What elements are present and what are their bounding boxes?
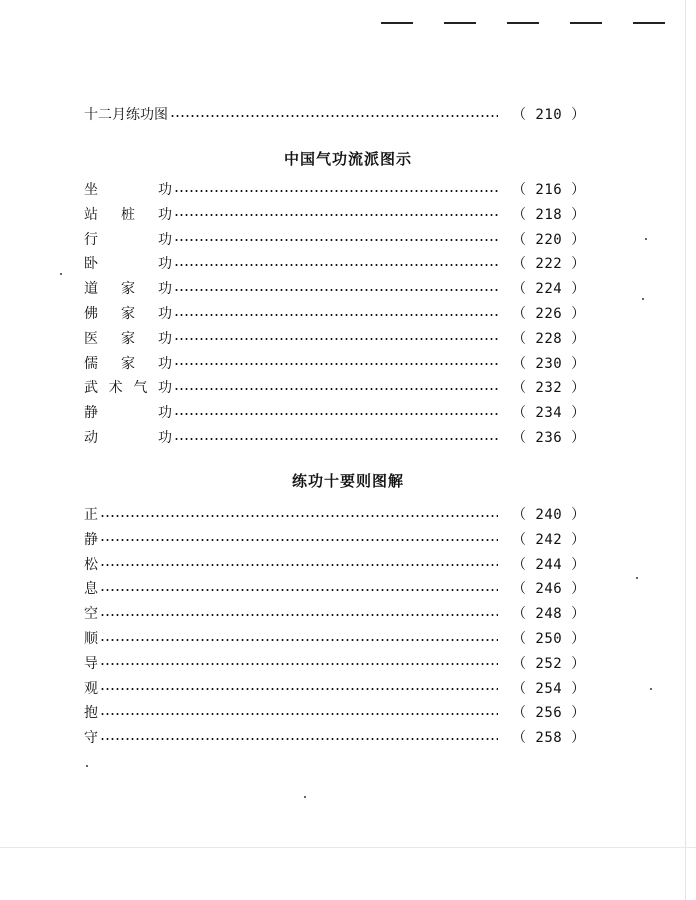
toc-entry-page: （ 234 ） xyxy=(512,405,586,422)
toc-entry-title: 坐 功 xyxy=(84,182,172,198)
toc-entry-title: 息 xyxy=(84,581,98,598)
toc-entry-title: 道 家 功 xyxy=(84,281,172,298)
dot-leader xyxy=(100,688,498,690)
dot-leader xyxy=(100,614,498,616)
toc-entry-title: 站 桩 功 xyxy=(84,206,172,223)
scan-speck xyxy=(60,273,62,275)
toc-entry-title: 动 功 xyxy=(84,430,172,446)
dot-leader xyxy=(174,264,498,266)
dot-leader xyxy=(174,289,498,291)
scan-speck xyxy=(650,688,652,690)
dot-leader xyxy=(100,515,498,517)
toc-entry[interactable] xyxy=(84,652,586,674)
toc-entry[interactable] xyxy=(84,401,586,423)
dot-leader xyxy=(174,314,498,316)
toc-entry-title: 卧 功 xyxy=(84,256,172,273)
toc-entry-page: （ 230 ） xyxy=(512,355,586,372)
scan-edge xyxy=(685,0,686,900)
toc-entry[interactable] xyxy=(84,203,586,225)
toc-entry[interactable] xyxy=(84,701,586,723)
toc-entry[interactable] xyxy=(84,426,586,448)
dot-leader xyxy=(100,589,498,591)
toc-entry-page: （ 248 ） xyxy=(512,606,586,623)
toc-entry-title: 观 xyxy=(84,680,98,697)
toc-entry[interactable] xyxy=(84,228,586,250)
toc-entry[interactable] xyxy=(84,677,586,699)
header-rule xyxy=(570,22,602,24)
header-rule xyxy=(633,22,665,24)
toc-entry-title: 抱 xyxy=(84,705,98,722)
toc-entry-page: （ 242 ） xyxy=(512,531,586,548)
toc-entry[interactable] xyxy=(84,252,586,274)
dot-leader xyxy=(174,413,498,415)
toc-entry-title: 行 功 xyxy=(84,231,172,248)
dot-leader xyxy=(174,214,498,216)
toc-entry-page: （ 220 ） xyxy=(512,231,586,248)
toc-entry[interactable] xyxy=(84,528,586,550)
toc-entry[interactable] xyxy=(84,302,586,324)
scan-speck xyxy=(86,765,88,767)
toc-entry-page: （ 244 ） xyxy=(512,556,586,573)
toc-entry[interactable] xyxy=(84,376,586,398)
toc-entry-page: （ 226 ） xyxy=(512,306,586,322)
dot-leader xyxy=(100,639,498,641)
toc-entry[interactable] xyxy=(84,627,586,649)
dot-leader xyxy=(174,239,498,241)
toc-entry-page: （ 252 ） xyxy=(512,655,586,672)
header-rule xyxy=(381,22,413,24)
dot-leader xyxy=(100,663,498,665)
toc-entry[interactable] xyxy=(84,277,586,299)
toc-entry[interactable] xyxy=(84,352,586,374)
toc-entry-title: 儒 家 功 xyxy=(84,355,172,372)
toc-entry-title: 佛 家 功 xyxy=(84,306,172,322)
scan-speck xyxy=(642,298,644,300)
toc-entry-title: 松 xyxy=(84,556,98,573)
toc-entry-page: （ 240 ） xyxy=(512,507,586,523)
scan-speck xyxy=(645,238,647,240)
toc-entry[interactable] xyxy=(84,503,586,525)
section-heading: 中国气功流派图示 xyxy=(283,150,412,168)
toc-entry-page: （ 216 ） xyxy=(512,182,586,198)
dot-leader xyxy=(174,338,498,340)
toc-entry[interactable] xyxy=(84,602,586,624)
toc-entry-page: （ 222 ） xyxy=(512,256,586,273)
toc-entry[interactable] xyxy=(84,577,586,599)
dot-leader xyxy=(100,539,498,541)
header-rule xyxy=(507,22,539,24)
toc-entry-page: （ 224 ） xyxy=(512,281,586,298)
toc-entry-title: 静 xyxy=(84,531,98,548)
toc-entry[interactable] xyxy=(84,553,586,575)
toc-entry[interactable] xyxy=(84,103,586,125)
toc-entry-title: 静 功 xyxy=(84,405,172,422)
toc-entry[interactable] xyxy=(84,327,586,349)
dot-leader xyxy=(170,115,498,117)
toc-entry-page: （ 236 ） xyxy=(512,430,586,446)
scan-speck xyxy=(636,577,638,579)
toc-entry-title: 空 xyxy=(84,606,98,623)
toc-entry-page: （ 210 ） xyxy=(512,107,586,123)
section-heading: 练功十要则图解 xyxy=(291,472,404,490)
toc-entry-title: 导 xyxy=(84,655,98,672)
toc-entry-page: （ 256 ） xyxy=(512,705,586,722)
toc-entry-title: 武 术 气 功 xyxy=(84,380,172,397)
toc-entry-page: （ 228 ） xyxy=(512,330,586,347)
toc-entry-page: （ 218 ） xyxy=(512,206,586,223)
header-rule xyxy=(444,22,476,24)
dot-leader xyxy=(100,713,498,715)
scan-speck xyxy=(304,796,306,798)
dot-leader xyxy=(100,738,498,740)
toc-entry-title: 医 家 功 xyxy=(84,330,172,347)
toc-entry-title: 守 xyxy=(84,730,98,747)
toc-entry-title: 正 xyxy=(84,507,98,523)
toc-entry-page: （ 254 ） xyxy=(512,680,586,697)
scan-edge xyxy=(0,847,696,848)
toc-entry-page: （ 246 ） xyxy=(512,581,586,598)
toc-entry-page: （ 232 ） xyxy=(512,380,586,397)
toc-entry[interactable] xyxy=(84,178,586,200)
toc-entry[interactable] xyxy=(84,726,586,748)
dot-leader xyxy=(174,388,498,390)
dot-leader xyxy=(174,438,498,440)
toc-entry-page: （ 258 ） xyxy=(512,730,586,747)
toc-entry-title: 顺 xyxy=(84,631,98,647)
toc-entry-page: （ 250 ） xyxy=(512,631,586,647)
dot-leader xyxy=(174,363,498,365)
dot-leader xyxy=(100,564,498,566)
toc-entry-title: 十二月练功图 xyxy=(84,107,168,123)
dot-leader xyxy=(174,190,498,192)
